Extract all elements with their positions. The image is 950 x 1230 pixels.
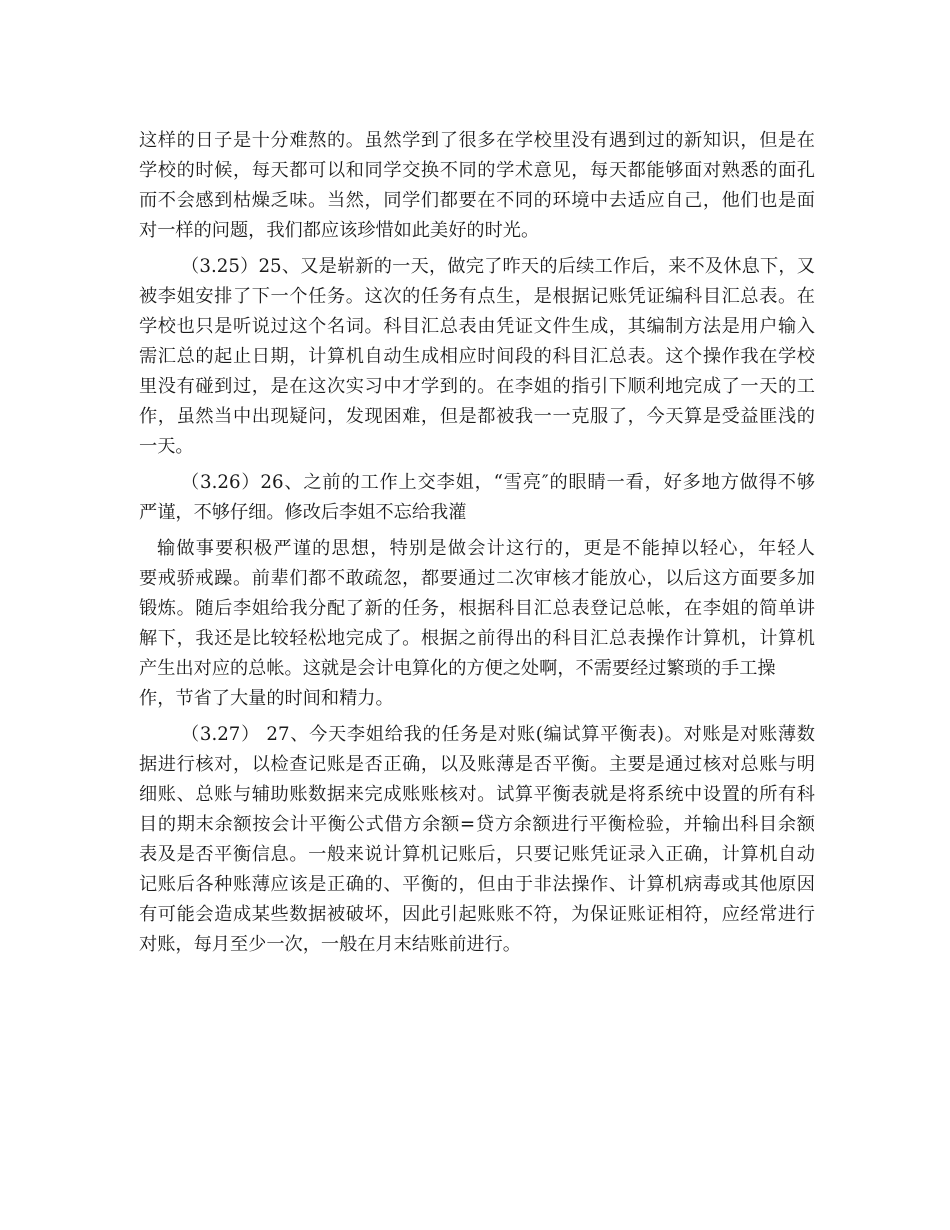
text-line: 学校也只是听说过这个名词。科目汇总表由凭证文件生成，其编制方法是用户输入 bbox=[139, 316, 815, 337]
text-line: 产生出对应的总帐。这就是会计电算化的方便之处啊，不需要经过繁琐的手工操 bbox=[139, 658, 776, 679]
text-line: 输做事要积极严谨的思想，特别是做会计这行的，更是不能掉以轻心，年轻人 bbox=[157, 538, 815, 559]
text-line: 里没有碰到过，是在这次实习中才学到的。在李姐的指引下顺利地完成了一天的工 bbox=[139, 376, 815, 397]
text-line: 对一样的问题，我们都应该珍惜如此美好的时光。 bbox=[139, 220, 540, 241]
text-line: 作，虽然当中出现疑问，发现困难，但是都被我一一克服了，今天算是受益匪浅的 bbox=[139, 406, 815, 427]
text-line: （3.25）25、又是崭新的一天，做完了昨天的后续工作后，来不及休息下，又 bbox=[181, 256, 815, 277]
text-line: 对账，每月至少一次，一般在月末结账前进行。 bbox=[139, 934, 521, 955]
text-line: 目的期末余额按会计平衡公式借方余额=贷方余额进行平衡检验，并输出科目余额 bbox=[139, 814, 815, 835]
text-line: 这样的日子是十分难熬的。虽然学到了很多在学校里没有遇到过的新知识，但是在 bbox=[139, 130, 815, 151]
text-line: 锻炼。随后李姐给我分配了新的任务，根据科目汇总表登记总帐，在李姐的简单讲 bbox=[139, 598, 815, 619]
text-line: 表及是否平衡信息。一般来说计算机记账后，只要记账凭证录入正确，计算机自动 bbox=[139, 844, 815, 865]
text-line: 学校的时候，每天都可以和同学交换不同的学术意见，每天都能够面对熟悉的面孔 bbox=[139, 160, 815, 181]
text-line: 记账后各种账薄应该是正确的、平衡的，但由于非法操作、计算机病毒或其他原因 bbox=[139, 874, 815, 895]
text-line: 要戒骄戒躁。前辈们都不敢疏忽，都要通过二次审核才能放心，以后这方面要多加 bbox=[139, 568, 815, 589]
text-line: 严谨，不够仔细。修改后李姐不忘给我灌 bbox=[139, 502, 467, 523]
text-line: 需汇总的起止日期，计算机自动生成相应时间段的科目汇总表。这个操作我在学校 bbox=[139, 346, 815, 367]
text-line: （3.26）26、之前的工作上交李姐，“雪亮″的眼睛一看，好多地方做得不够 bbox=[181, 472, 815, 493]
text-line: 解下，我还是比较轻松地完成了。根据之前得出的科目汇总表操作计算机，计算机 bbox=[139, 628, 815, 649]
text-line: 据进行核对，以检查记账是否正确，以及账薄是否平衡。主要是通过核对总账与明 bbox=[139, 754, 815, 775]
text-line: 有可能会造成某些数据被破坏，因此引起账账不符，为保证账证相符，应经常进行 bbox=[139, 904, 815, 925]
text-line: 而不会感到枯燥乏味。当然，同学们都要在不同的环境中去适应自己，他们也是面 bbox=[139, 190, 815, 211]
text-line: 细账、总账与辅助账数据来完成账账核对。试算平衡表就是将系统中设置的所有科 bbox=[139, 784, 815, 805]
text-line: （3.27） 27、今天李姐给我的任务是对账(编试算平衡表)。对账是对账薄数 bbox=[181, 724, 815, 745]
text-line: 被李姐安排了下一个任务。这次的任务有点生，是根据记账凭证编科目汇总表。在 bbox=[139, 286, 815, 307]
text-line: 一天。 bbox=[139, 436, 194, 457]
text-line: 作，节省了大量的时间和精力。 bbox=[139, 688, 394, 709]
